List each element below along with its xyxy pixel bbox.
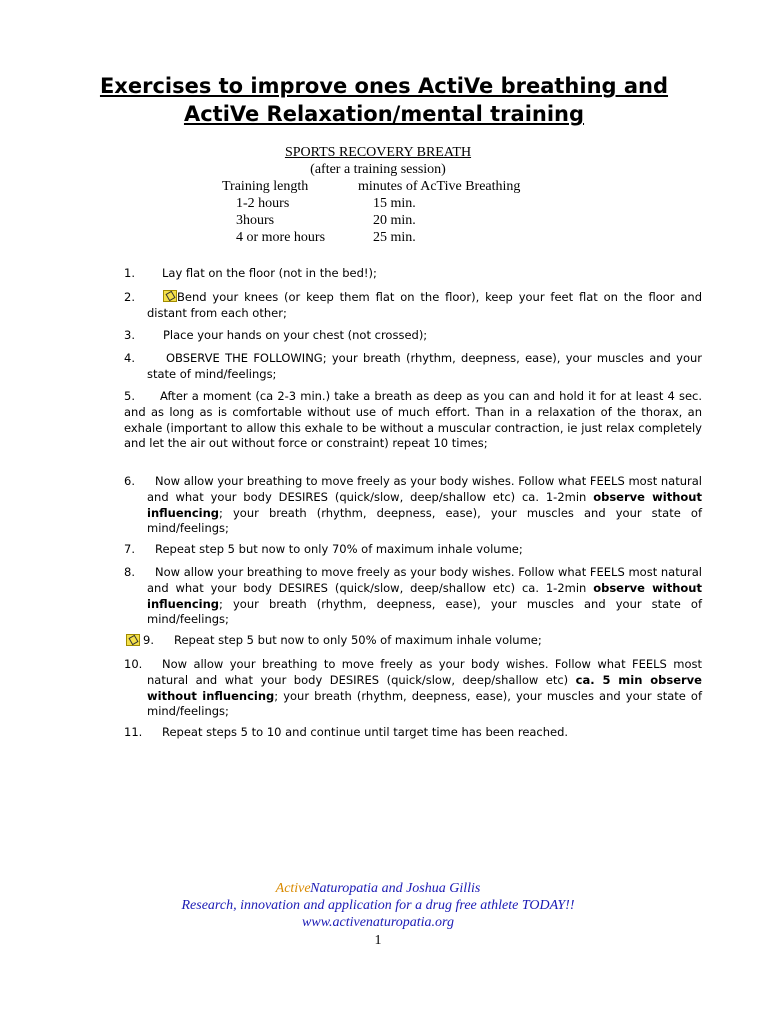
- step-number: 6.: [124, 474, 135, 488]
- step-number: 9.: [143, 633, 154, 647]
- list-item: [124, 474, 702, 537]
- col-minutes-header: minutes of AcTive Breathing: [358, 179, 521, 194]
- step-text: Lay flat on the floor (not in the bed!);: [162, 266, 377, 280]
- step-text: Place your hands on your chest (not crossed);: [163, 328, 428, 342]
- recovery-row-minutes: 15 min.: [373, 196, 416, 211]
- footer-tagline: Research, innovation and application for a drug free athlete TODAY!!: [181, 898, 575, 913]
- recovery-row-length: 1-2 hours: [236, 196, 290, 211]
- step-number: 4.: [124, 351, 135, 365]
- document-title-line1: Exercises to improve ones ActiVe breathing and: [99, 74, 669, 98]
- step-text: Now allow your breathing to move freely as your body wishes. Follow what FEELS most natural and what your body DESIRES (quick/slow, deep/shallow etc) ca. 1-2min: [147, 474, 702, 504]
- recovery-row-minutes: 25 min.: [373, 230, 416, 245]
- step-text: Repeat steps 5 to 10 and continue until target time has been reached.: [162, 725, 569, 739]
- list-item: [124, 266, 702, 282]
- brand-authors: and Joshua Gillis: [378, 881, 481, 896]
- page-number: 1: [374, 933, 382, 948]
- footer-website-link[interactable]: www.activenaturopatia.org: [302, 915, 454, 930]
- step-body: [124, 389, 702, 452]
- list-item: [124, 328, 702, 344]
- step-number: 8.: [124, 565, 135, 579]
- list-item: [124, 542, 702, 558]
- step-bold-text: ca. 5 min observe without influencing: [147, 672, 702, 703]
- step-number: 1.: [124, 266, 135, 280]
- recovery-heading: SPORTS RECOVERY BREATH: [284, 145, 472, 160]
- footer-brand-line: [0, 880, 756, 897]
- recovery-subheading: (after a training session): [310, 162, 446, 177]
- sticky-note-icon[interactable]: [126, 634, 140, 646]
- list-item: [124, 389, 702, 452]
- step-number: 10.: [124, 657, 143, 671]
- step-number: 3.: [124, 328, 135, 342]
- sticky-note-icon[interactable]: [163, 290, 177, 302]
- recovery-row-length: 4 or more hours: [236, 230, 326, 245]
- step-text: ; your breath (rhythm, deepness, ease), your muscles and your state of mind/feelings;: [147, 596, 702, 627]
- step-body: [124, 351, 702, 383]
- list-item: [124, 633, 702, 649]
- recovery-row-minutes: 20 min.: [373, 213, 416, 228]
- step-body: [124, 474, 702, 537]
- step-number: 11.: [124, 725, 143, 739]
- step-number: 2.: [124, 290, 135, 304]
- document-title-line2: ActiVe Relaxation/mental training: [183, 102, 585, 126]
- step-bold-text: observe without influencing: [147, 580, 702, 611]
- step-body: [124, 565, 702, 628]
- step-text: Repeat step 5 but now to only 50% of maximum inhale volume;: [174, 633, 542, 647]
- step-number: 7.: [124, 542, 135, 556]
- brand-naturopatia: Naturopatia: [310, 881, 379, 896]
- step-text: After a moment (ca 2-3 min.) take a breath as deep as you can and hold it for at least 4 sec. and as long as is comfortable without use of much effort. Than in a relaxation of the thorax, an exhale (important to allow this exhale to be without a muscular contraction, ie just relax completely and let the air out without force or constraint) repeat 10 times;: [124, 389, 702, 451]
- step-bold-text: observe without influencing: [147, 489, 702, 520]
- step-text: Now allow your breathing to move freely as your body wishes. Follow what FEELS most natural and what your body DESIRES (quick/slow, deep/shallow etc) ca. 1-2min: [147, 565, 702, 595]
- step-text: Bend your knees (or keep them flat on the floor), keep your feet flat on the floor and distant from each other;: [147, 290, 702, 320]
- col-training-length-header: Training length: [222, 179, 309, 194]
- step-text: Repeat step 5 but now to only 70% of maximum inhale volume;: [155, 542, 523, 556]
- step-text: OBSERVE THE FOLLOWING; your breath (rhythm, deepness, ease), your muscles and your state of mind/feelings;: [147, 351, 702, 381]
- step-text: ; your breath (rhythm, deepness, ease), your muscles and your state of mind/feelings;: [147, 688, 702, 719]
- step-number: 5.: [124, 389, 135, 403]
- brand-active: Active: [275, 881, 311, 896]
- recovery-row-length: 3hours: [236, 213, 275, 228]
- list-item: [124, 657, 702, 720]
- list-item: [124, 725, 702, 741]
- step-body: [124, 657, 702, 720]
- step-body: [124, 290, 702, 322]
- list-item: [124, 351, 702, 383]
- list-item: [124, 565, 702, 628]
- list-item: [124, 290, 702, 322]
- step-text: ; your breath (rhythm, deepness, ease), your muscles and your state of mind/feelings;: [147, 505, 702, 536]
- step-text: Now allow your breathing to move freely as your body wishes. Follow what FEELS most natural and what your body DESIRES (quick/slow, deep/shallow etc): [147, 657, 702, 687]
